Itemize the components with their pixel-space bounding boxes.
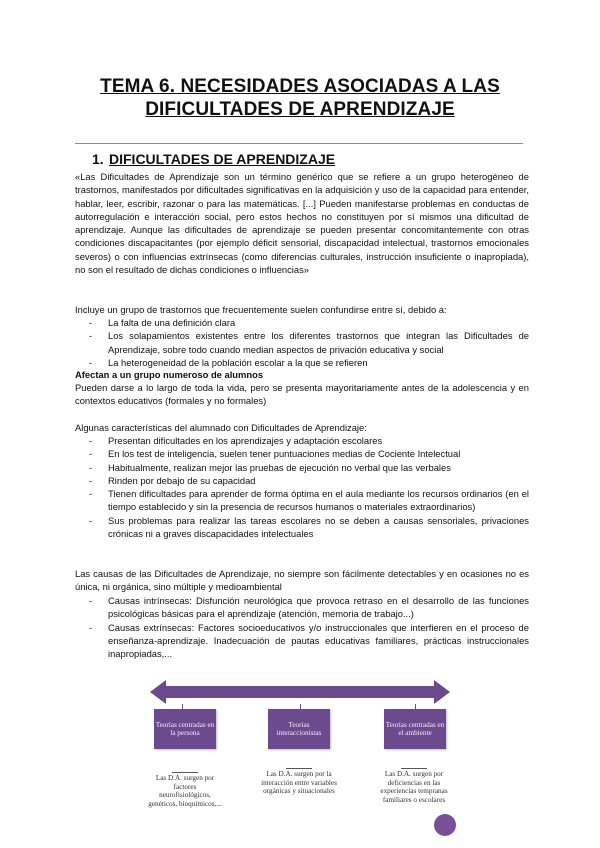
list-item: - Rinden por debajo de su capacidad [89, 474, 256, 486]
lifespan-paragraph: Pueden darse a lo largo de toda la vida, pero se presenta mayoritariamente antes de la adolescencia y en contextos educativos (formales y no formales) [75, 382, 529, 407]
confusion-lead: Incluye un grupo de trastornos que frecuentemente suelen confundirse entre sí, debido a: [75, 304, 447, 315]
list-item: - Causas intrínsecas: Disfunción neurológica que provoca retraso en el desarrollo de las funciones psicológicas básicas para el aprendizaje (atención, memoria de trabajo...) [89, 595, 529, 620]
horizontal-divider [75, 143, 523, 144]
list-item: - Tienen dificultades para aprender de forma óptima en el aula mediante los recursos ordinarios (en el tiempo establecido y sin la presencia de recursos humanos o materiales extraordinarios) [89, 488, 529, 513]
theory-caption-interactionist: Las D.A. surgen por la interacción entre variables orgánicas y situacionales [261, 770, 337, 796]
characteristics-list [75, 434, 529, 540]
causes-lead: Las causas de las Dificultades de Aprendizaje, no siempre son fácilmente detectables y en ocasiones no es única, ni orgánica, sino múltiple y medioambiental [75, 568, 529, 593]
title-line-2: DIFICULTADES DE APRENDIZAJE [145, 99, 455, 120]
section-number: 1. [92, 151, 104, 167]
intro-quote-paragraph: «Las Dificultades de Aprendizaje son un término genérico que se refiere a un grupo heterogéneo de trastornos, manifestados por dificultades significativas en la adquisición y uso de la capacidad para entender, hablar, leer, escribir, razonar o para las matemáticas. [...] Pueden manifestarse problemas en conductas de autorregulación e interacción social, pero estos hechos no constituyen por sí mismos una dificultad de aprendizaje. Aunque las dificultades de aprendizaje se pueden presentar concomitantemente con otras condiciones discapacitantes (por ejemplo déficit sensorial, discapacidad intelectual, trastornos emocionales severos) o con influencias extrínsecas (como diferencias culturales, instrucción insuficiente o inapropiada), no son el resultado de dichas condiciones o influencias» [75, 171, 529, 276]
list-item: - Habitualmente, realizan mejor las pruebas de ejecución no verbal que las verbales [89, 461, 451, 473]
decorative-circle-icon [434, 814, 456, 836]
affects-line: Afectan a un grupo numeroso de alumnos [75, 369, 264, 380]
confusion-list [75, 316, 529, 369]
list-item: - En los test de inteligencia, suelen tener puntuaciones medias de Cociente Intelectual [89, 448, 461, 460]
document-title [60, 75, 540, 121]
theory-box-interactionist: Teorías interaccionistas [268, 709, 330, 749]
section-title: DIFICULTADES DE APRENDIZAJE [109, 151, 336, 167]
list-item: - Sus problemas para realizar las tareas escolares no se deben a causas sensoriales, privaciones crónicas ni a graves discapacidades intelectuales [89, 514, 529, 540]
characteristics-lead: Algunas características del alumnado con Dificultades de Aprendizaje: [75, 422, 367, 433]
list-item: - Causas extrínsecas: Factores socioeducativos y/o instruccionales que interfieren en el proceso de enseñanza-aprendizaje. Inadecuación de pautas educativas familiares, prácticas instruccionales inapropiadas,... [89, 621, 529, 660]
list-item: - La heterogeneidad de la población escolar a la que se refieren [89, 356, 368, 368]
theory-box-environment: Teorías centradas en el ambiente [384, 709, 446, 749]
section-heading [92, 151, 335, 168]
list-item: - Los solapamientos existentes entre los diferentes trastornos que integran las Dificultades de Aprendizaje, sobre todo cuando median aspectos de privación educativa y social [89, 330, 529, 355]
theory-caption-environment: Las D.A. surgen por deficiencias en las experiencias tempranas familiares o escolares [380, 770, 448, 804]
theory-box-person: Teorías centradas en la persona [154, 709, 216, 749]
title-line-1: TEMA 6. NECESIDADES ASOCIADAS A LAS [100, 76, 500, 97]
list-item: - Presentan dificultades en los aprendizajes y adaptación escolares [89, 435, 383, 446]
list-item: - La falta de una definición clara [89, 317, 236, 328]
causes-list [75, 594, 529, 660]
theories-diagram [150, 668, 450, 848]
theory-caption-person: Las D.A. surgen por factores neurofisiológicos, genéticos, bioquímicos,... [148, 774, 222, 808]
double-headed-arrow-icon [150, 680, 450, 704]
